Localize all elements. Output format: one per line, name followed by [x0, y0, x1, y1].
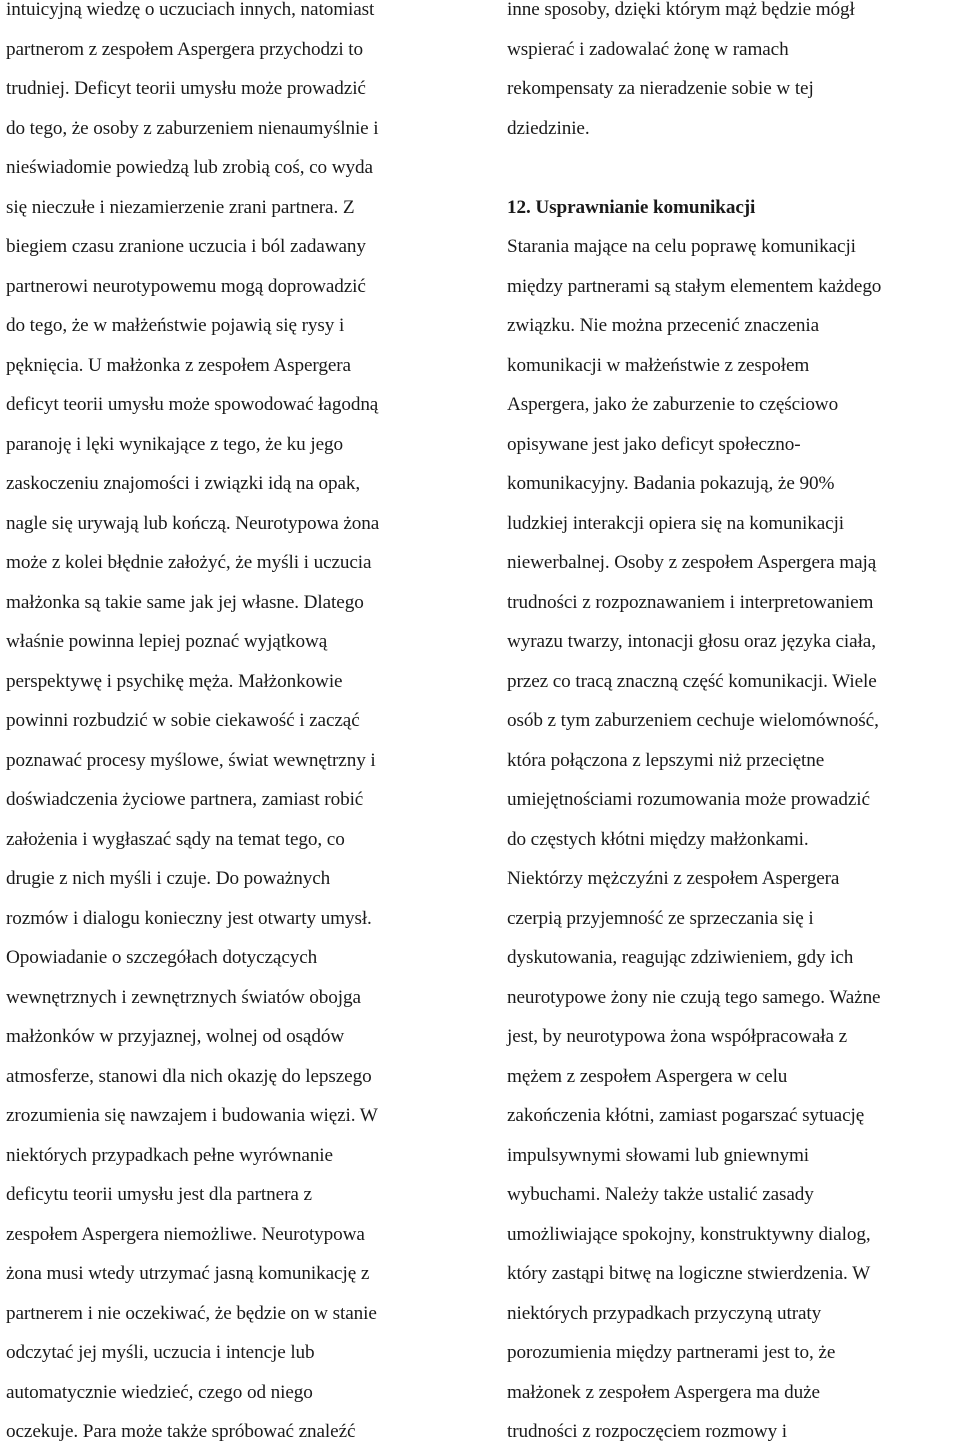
text-line: który zastąpi bitwę na logiczne stwierdzenia. W — [507, 1263, 871, 1284]
text-line: przez co tracą znaczną część komunikacji. Wiele — [507, 670, 877, 692]
text-line: zakończenia kłótni, zamiast pogarszać sytuację — [507, 1105, 865, 1126]
text-line: osób z tym zaburzeniem cechuje wielomówność, — [507, 710, 879, 731]
text-line: związku. Nie można przecenić znaczenia — [507, 315, 820, 336]
text-line: ludzkiej interakcji opiera się na komunikacji — [507, 512, 845, 534]
text-line: Starania mające na celu poprawę komunikacji — [507, 236, 856, 257]
text-line: nieświadomie powiedzą lub zrobią coś, co wyda — [6, 157, 373, 178]
text-line: Aspergera, jako że zaburzenie to częściowo — [507, 394, 839, 415]
text-line: perspektywę i psychikę męża. Małżonkowie — [6, 670, 343, 692]
text-line: oczekuje. Para może także spróbować znaleźć — [6, 1421, 356, 1442]
text-line: niektórych przypadkach pełne wyrównanie — [6, 1144, 333, 1166]
text-line: żona musi wtedy utrzymać jasną komunikację z — [6, 1263, 370, 1284]
text-line: mężem z zespołem Aspergera w celu — [507, 1065, 788, 1087]
text-line: jest, by neurotypowa żona współpracowała z — [507, 1026, 847, 1047]
text-line: wybuchami. Należy także ustalić zasady — [507, 1184, 814, 1205]
text-line: partnerowi neurotypowemu mogą doprowadzić — [6, 275, 366, 297]
section-heading: 12. Usprawnianie komunikacji — [507, 196, 756, 218]
text-line: czerpią przyjemność ze sprzeczania się i — [507, 907, 814, 929]
text-line: właśnie powinna lepiej poznać wyjątkową — [6, 631, 328, 652]
text-line: trudności z rozpoznawaniem i interpretowaniem — [507, 591, 874, 613]
text-line: niewerbalnej. Osoby z zespołem Aspergera mają — [507, 552, 877, 573]
text-line: Opowiadanie o szczegółach dotyczących — [6, 947, 318, 968]
text-line: która połączona z lepszymi niż przeciętne — [507, 749, 825, 771]
text-line: intuicyjną wiedzę o uczuciach innych, natomiast — [6, 0, 375, 20]
text-line: deficyt teorii umysłu może spowodować łagodną — [6, 394, 379, 415]
text-line: trudniej. Deficyt teorii umysłu może prowadzić — [6, 78, 366, 99]
text-line: małżonka są takie same jak jej własne. Dlatego — [6, 591, 364, 613]
text-line: neurotypowe żony nie czują tego samego. Ważne — [507, 986, 881, 1008]
right-column — [507, 0, 960, 1452]
text-line: się nieczułe i niezamierzenie zrani partnera. Z — [6, 196, 355, 218]
text-line: porozumienia między partnerami jest to, że — [507, 1342, 836, 1363]
text-line: niektórych przypadkach przyczyną utraty — [507, 1302, 822, 1324]
text-line: rekompensaty za nieradzenie sobie w tej — [507, 78, 814, 99]
text-line: rozmów i dialogu konieczny jest otwarty umysł. — [6, 907, 372, 929]
text-line: do częstych kłótni między małżonkami. — [507, 828, 809, 850]
text-line: komunikacyjny. Badania pokazują, że 90% — [507, 473, 835, 494]
text-line: trudności z rozpoczęciem rozmowy i — [507, 1421, 788, 1442]
text-line: automatycznie wiedzieć, czego od niego — [6, 1381, 313, 1403]
text-line: powinni rozbudzić w sobie ciekawość i zacząć — [6, 710, 360, 731]
text-line: dziedzinie. — [507, 117, 590, 139]
text-line: impulsywnymi słowami lub gniewnymi — [507, 1144, 809, 1166]
text-line: deficytu teorii umysłu jest dla partnera z — [6, 1184, 312, 1205]
left-column — [6, 0, 476, 1452]
text-line: umiejętnościami rozumowania może prowadzić — [507, 789, 870, 810]
text-line: do tego, że osoby z zaburzeniem nienaumyślnie i — [6, 117, 379, 139]
text-line: biegiem czasu zranione uczucia i ból zadawany — [6, 236, 366, 257]
text-line: nagle się urywają lub kończą. Neurotypowa żona — [6, 512, 380, 534]
text-line: małżonek z zespołem Aspergera ma duże — [507, 1381, 820, 1403]
text-line: do tego, że w małżeństwie pojawią się rysy i — [6, 315, 345, 336]
text-line: atmosferze, stanowi dla nich okazję do lepszego — [6, 1065, 372, 1087]
text-line: założenia i wygłaszać sądy na temat tego, co — [6, 828, 345, 850]
text-line: pęknięcia. U małżonka z zespołem Aspergera — [6, 354, 351, 376]
text-line: może z kolei błędnie założyć, że myśli i uczucia — [6, 552, 372, 573]
text-line: wyrazu twarzy, intonacji głosu oraz języka ciała, — [507, 631, 876, 652]
text-line: partnerom z zespołem Aspergera przychodzi to — [6, 38, 364, 60]
text-line: Niektórzy mężczyźni z zespołem Aspergera — [507, 868, 840, 889]
text-line: zrozumienia się nawzajem i budowania więzi. W — [6, 1105, 378, 1126]
right-body-paragraph — [507, 227, 960, 1452]
text-line: opisywane jest jako deficyt społeczno- — [507, 433, 801, 455]
text-line: zaskoczeniu znajomości i związki idą na opak, — [6, 473, 361, 494]
text-line: wewnętrznych i zewnętrznych światów obojga — [6, 986, 361, 1008]
text-line: komunikacji w małżeństwie z zespołem — [507, 354, 810, 376]
text-line: umożliwiające spokojny, konstruktywny dialog, — [507, 1223, 871, 1245]
text-line: wspierać i zadowalać żonę w ramach — [507, 38, 789, 60]
text-line: małżonków w przyjaznej, wolnej od osądów — [6, 1026, 345, 1047]
text-line: zespołem Aspergera niemożliwe. Neurotypowa — [6, 1223, 365, 1245]
text-line: poznawać procesy myślowe, świat wewnętrzny i — [6, 749, 376, 771]
text-line: inne sposoby, dzięki którym mąż będzie mógł — [507, 0, 855, 20]
text-line: paranoję i lęki wynikające z tego, że ku jego — [6, 433, 343, 455]
text-line: odczytać jej myśli, uczucia i intencje lub — [6, 1342, 315, 1363]
text-line: doświadczenia życiowe partnera, zamiast robić — [6, 789, 364, 810]
text-line: partnerem i nie oczekiwać, że będzie on w stanie — [6, 1302, 377, 1324]
text-line: między partnerami są stałym elementem każdego — [507, 275, 882, 297]
text-line: drugie z nich myśli i czuje. Do poważnych — [6, 868, 331, 889]
blank-line — [507, 148, 960, 188]
text-line: dyskutowania, reagując zdziwieniem, gdy ich — [507, 947, 854, 968]
right-intro-paragraph — [507, 0, 960, 148]
